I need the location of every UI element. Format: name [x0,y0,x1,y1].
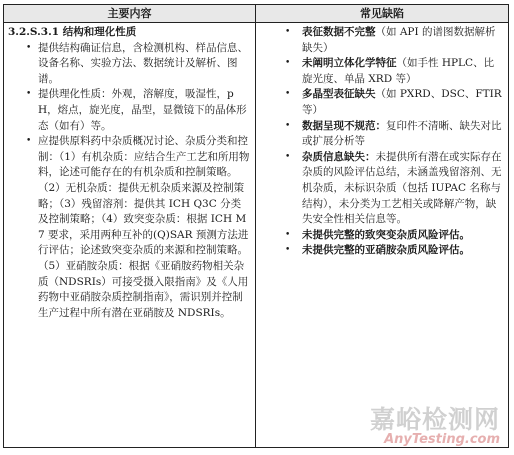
header-main-content: 主要内容 [107,7,152,20]
header-common-defects: 常见缺陷 [360,7,404,20]
defect-detail: 未提供所有潜在或实际存在杂质的风险评估总结，未涵盖残留溶剂、无机杂质，未标识杂质（包括 IUPAC 名称与结构），未分类为工艺相关或降解产物，缺失安全性相关信息等。 [302,150,502,226]
watermark-cn: 嘉峪检测网 [369,405,500,434]
defect-heading: 未提供完整的亚硝胺杂质风险评估。 [302,244,470,257]
content-table [3,4,509,448]
defect-heading: 表征数据不完整 [302,26,376,38]
bullet-icon: • [285,245,291,256]
bullet-icon: • [285,229,291,240]
bullet-icon: • [285,27,291,37]
content-item [8,41,250,88]
content-item [8,134,250,321]
defect-detail: （如 PXRD、DSC、FTIR 等） [302,88,502,116]
defect-heading: 多晶型表征缺失 [302,88,376,101]
column-divider [255,5,256,447]
table-header [4,5,508,23]
defect-item [260,25,504,56]
bullet-icon: • [26,136,32,147]
content-item-text: 应提供原料药中杂质概况讨论、杂质分类和控制：（1）有机杂质：应结合生产工艺和所用物料，论述可能存在的有机杂质和控制策略。（2）无机杂质：提供无机杂质来源及控制策略；（3）残留溶剂：提供其 ICH Q3C 分类及控制策略；（4）致突变杂质：根据 ICH M7 要求，采用两种互补的(Q)SAR 预测方法进行评估；论述致突变杂质的来源和控制策略。（5）亚硝胺杂质：根据《亚硝胺药物相关杂质（NDSRIs）可接受摄入限指南》及《人用药物中亚硝胺杂质控制指南》，需识别并控制生产过程中所有潜在亚硝胺及 NDSRIs。 [38,135,250,319]
defect-item [260,87,504,118]
common-defects-column [260,25,504,259]
defect-heading: 数据呈现不规范： [302,119,386,132]
main-content-column [8,25,250,321]
defect-detail: （如 API 的谱图数据解析缺失） [302,26,496,54]
content-item [8,87,250,134]
defect-item [260,119,504,150]
defect-heading: 未阐明立体化学特征 [302,57,397,70]
defect-item [260,228,504,244]
bullet-icon: • [285,151,291,162]
watermark-en: AnyTesting.com [384,432,500,447]
defect-item [260,56,504,87]
bullet-icon: • [285,120,291,131]
content-item-text: 提供结构确证信息，含检测机构、样品信息、设备名称、实验方法、数据统计及解析、图谱。 [38,41,248,85]
defect-item [260,243,504,259]
defect-detail: （如手性 HPLC、比旋光度、单晶 XRD 等） [302,57,495,85]
content-item-text: 提供理化性质：外观，溶解度，吸湿性，pH，熔点，旋光度，晶型，显微镜下的晶体形态（如有）等。 [38,88,247,132]
defect-item [260,150,504,228]
bullet-icon: • [26,89,32,100]
section-title: 3.2.S.3.1 结构和理化性质 [8,26,137,38]
defect-detail: 复印件不清晰、缺失对比或扩展分析等 [302,119,502,148]
defect-heading: 杂质信息缺失： [302,150,376,163]
bullet-icon: • [26,42,32,53]
watermark-logo [370,400,500,447]
bullet-icon: • [285,89,291,100]
bullet-icon: • [285,58,291,69]
defect-heading: 未提供完整的致突变杂质风险评估。 [302,228,470,241]
